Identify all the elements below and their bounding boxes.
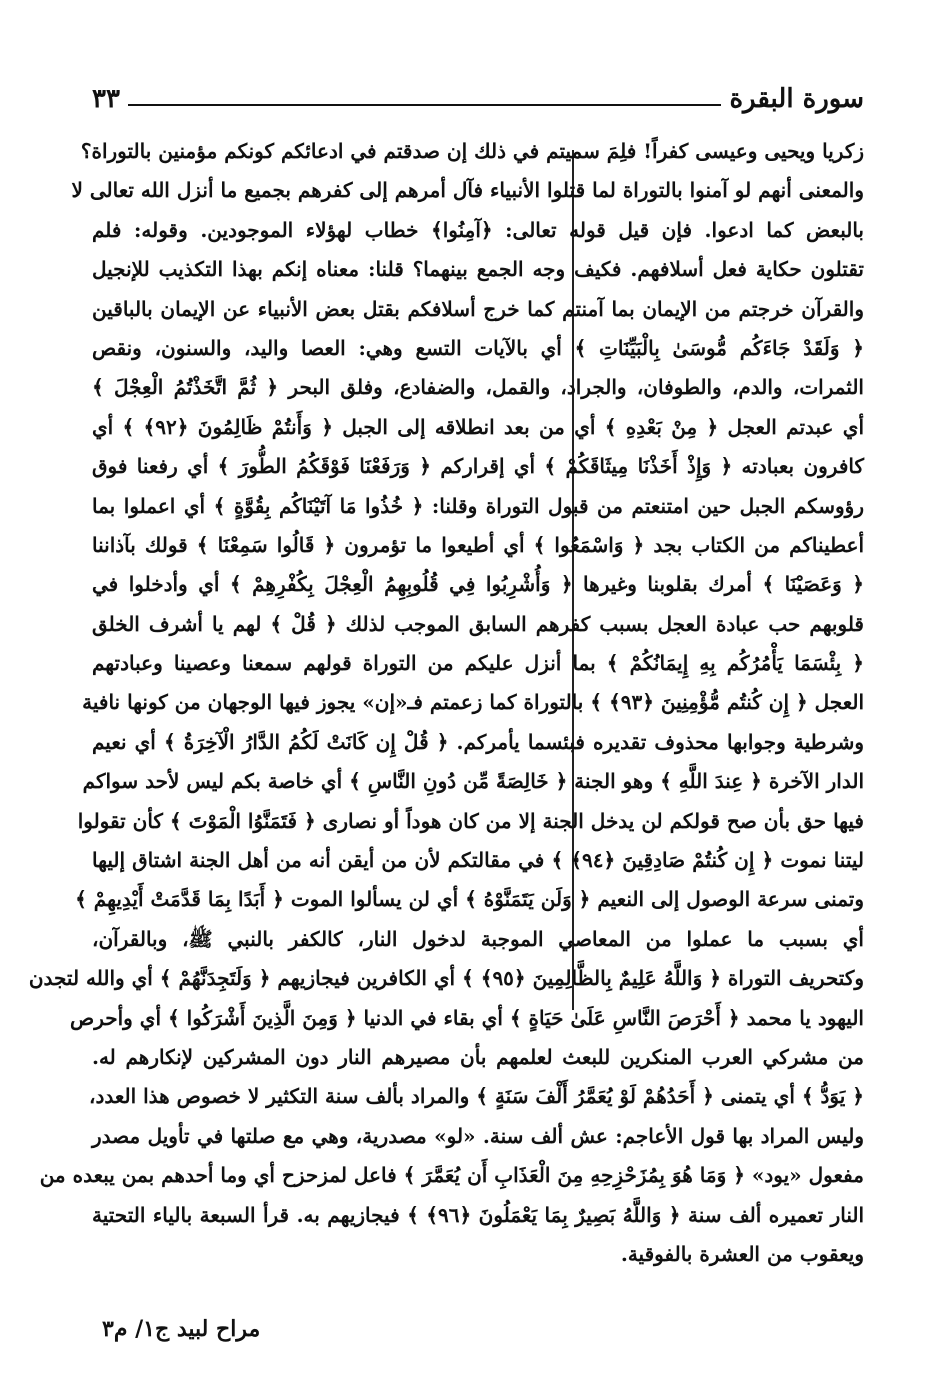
page-body (28, 132, 865, 1274)
page-footer-signature: مراح لبيد ج١/ م٣ (102, 1316, 261, 1342)
text-line: قلوبهم حب عبادة العجل بسبب كفرهم السابق الموجب لذلك ﴿ قُلْ ﴾ لهم يا أشرف الخلق (92, 611, 864, 636)
page-header (92, 74, 864, 114)
text-line: بالبعض كما ادعوا. فإن قيل قوله تعالى: ﴿آمِنُوا﴾ خطاب لهؤلاء الموجودين. وقوله: فلم (92, 217, 864, 242)
text-line: ﴿ وَعَصَيْنَا ﴾ أمرك بقلوبنا وغيرها ﴿ وَأُشْرِبُوا فِي قُلُوبِهِمُ الْعِجْلَ بِكُفْرِهِمْ ﴾ أي وأدخلوا في (92, 572, 864, 597)
text-line: فيها حق بأن صح قولكم لن يدخل الجنة إلا من كان هوداً أو نصارى ﴿ فَتَمَنَّوُا الْمَوْتَ ﴾ كأن تقولوا (77, 808, 864, 833)
text-line: ﴿ بِئْسَمَا يَأْمُرُكُم بِهِ إِيمَانُكُمْ ﴾ بما أنزل عليكم من التوراة قولهم سمعنا وعصينا وعبادتهم (92, 651, 864, 676)
text-line: ﴿ يَوَدُّ ﴾ أي يتمنى ﴿ أَحَدُهُمْ لَوْ يُعَمَّرُ أَلْفَ سَنَةٍ ﴾ والمراد بألف سنة التكثير لا خصوص هذا العدد، (89, 1084, 864, 1109)
text-line: رؤوسكم الجبل حين امتنعتم من قبول التوراة وقلنا: ﴿ خُذُوا مَا آتَيْنَاكُم بِقُوَّةٍ ﴾ أي اعملوا بما (92, 493, 864, 518)
text-line: ليتنا نموت ﴿ إِن كُنتُمْ صَادِقِينَ ﴿٩٤﴾ ﴾ في مقالتكم لأن من أيقن أنه من أهل الجنة اشتاق إليها (92, 848, 865, 873)
text-line: وكتحريف التوراة ﴿ وَاللَّهُ عَلِيمٌ بِالظَّالِمِينَ ﴿٩٥﴾ ﴾ أي الكافرين فيجازيهم ﴿ وَلَتَجِدَنَّهُمْ ﴾ أي والله لتجدن (28, 966, 864, 991)
text-line: والمعنى أنهم لو آمنوا بالتوراة لما قتلوا الأنبياء فآل أمرهم إلى كفرهم بجميع ما أنزل الله تعالى لا (71, 178, 864, 203)
text-line: اليهود يا محمد ﴿ أَحْرَصَ النَّاسِ عَلَىٰ حَيَاةٍ ﴾ أي بقاء في الدنيا ﴿ وَمِنَ الَّذِينَ أَشْرَكُوا ﴾ أي وأحرص (70, 1005, 864, 1030)
text-line: والقرآن خرجتم من الإيمان بما آمنتم كما خرج أسلافكم بقتل بعض الأنبياء عن الإيمان بالباقين (92, 296, 864, 321)
text-line: ويعقوب من العشرة بالفوقية. (620, 1241, 864, 1266)
text-line: كافرون بعبادته ﴿ وَإِذْ أَخَذْنَا مِيثَاقَكُمْ ﴾ أي إقراركم ﴿ وَرَفَعْنَا فَوْقَكُمُ الطُّورَ ﴾ أي رفعنا فوق (92, 454, 864, 479)
text-line: مفعول «يود» ﴿ وَمَا هُوَ بِمُزَحْزِحِهِ مِنَ الْعَذَابِ أَن يُعَمَّرَ ﴾ فاعل لمزحزح أي وما أحدهم بمن يبعده من (39, 1163, 864, 1188)
text-line: أي عبدتم العجل ﴿ مِنْ بَعْدِهِ ﴾ أي من بعد انطلاقه إلى الجبل ﴿ وَأَنتُمْ ظَالِمُونَ ﴿٩٢﴾ ﴾ أي (92, 414, 864, 439)
text-line: العجل ﴿ إِن كُنتُم مُّؤْمِنِينَ ﴿٩٣﴾ ﴾ بالتوراة كما زعمتم فـ«إن» يجوز فيها الوجهان من كونها نافية (82, 690, 864, 715)
text-line: من مشركي العرب المنكرين للبعث لعلمهم بأن مصيرهم النار دون المشركين لإنكارهم له. (92, 1044, 864, 1069)
text-line: زكريا ويحيى وعيسى كفراً! فلِمَ سميتم في ذلك إن صدقتم في ادعائكم كونكم مؤمنين بالتوراة؟ (80, 139, 864, 163)
text-line: النار تعميره ألف سنة ﴿ وَاللَّهُ بَصِيرٌ بِمَا يَعْمَلُونَ ﴿٩٦﴾ ﴾ فيجازيهم به. قرأ السبعة بالياء التحتية (92, 1202, 865, 1227)
surah-title: سورة البقرة (729, 84, 864, 114)
text-line: وليس المراد بها قول الأعاجم: عش ألف سنة. «لو» مصدرية، وهي مع صلتها في تأويل مصدر (92, 1123, 864, 1148)
header-rule (128, 104, 722, 106)
text-line: أي بسبب ما عملوا من المعاصي الموجبة لدخول النار، كالكفر بالنبي ﷺ، وبالقرآن، (92, 926, 864, 951)
text-line: وشرطية وجوابها محذوف تقديره فبئسما يأمركم. ﴿ قُلْ إِن كَانَتْ لَكُمُ الدَّارُ الْآخِرَةُ ﴾ أي نعيم (92, 729, 864, 754)
page-number: ٣٣ (92, 84, 120, 114)
text-line: الدار الآخرة ﴿ عِندَ اللَّهِ ﴾ وهو الجنة ﴿ خَالِصَةً مِّن دُونِ النَّاسِ ﴾ أي خاصة بكم ليس لأحد سواكم (82, 769, 864, 794)
text-line: الثمرات، والدم، والطوفان، والجراد، والقمل، والضفادع، وفلق البحر ﴿ ثُمَّ اتَّخَذْتُمُ الْعِجْلَ ﴾ (92, 375, 864, 400)
text-line: ﴿ وَلَقَدْ جَاءَكُم مُّوسَىٰ بِالْبَيِّنَاتِ ﴾ أي بالآيات التسع وهي: العصا واليد، والسنون، ونقص (92, 335, 864, 360)
text-line: أعطيناكم من الكتاب بجد ﴿ وَاسْمَعُوا ﴾ أي أطيعوا ما تؤمرون ﴿ قَالُوا سَمِعْنَا ﴾ قولك بآذاننا (92, 532, 864, 557)
text-line: وتمنى سرعة الوصول إلى النعيم ﴿ وَلَن يَتَمَنَّوْهُ ﴾ أي لن يسألوا الموت ﴿ أَبَدًا بِمَا قَدَّمَتْ أَيْدِيهِمْ ﴾ (75, 887, 864, 912)
text-line: تقتلون حكاية فعل أسلافهم. فكيف وجه الجمع بينهما؟ قلنا: معناه إنكم بهذا التكذيب للإنجيل (92, 257, 864, 282)
